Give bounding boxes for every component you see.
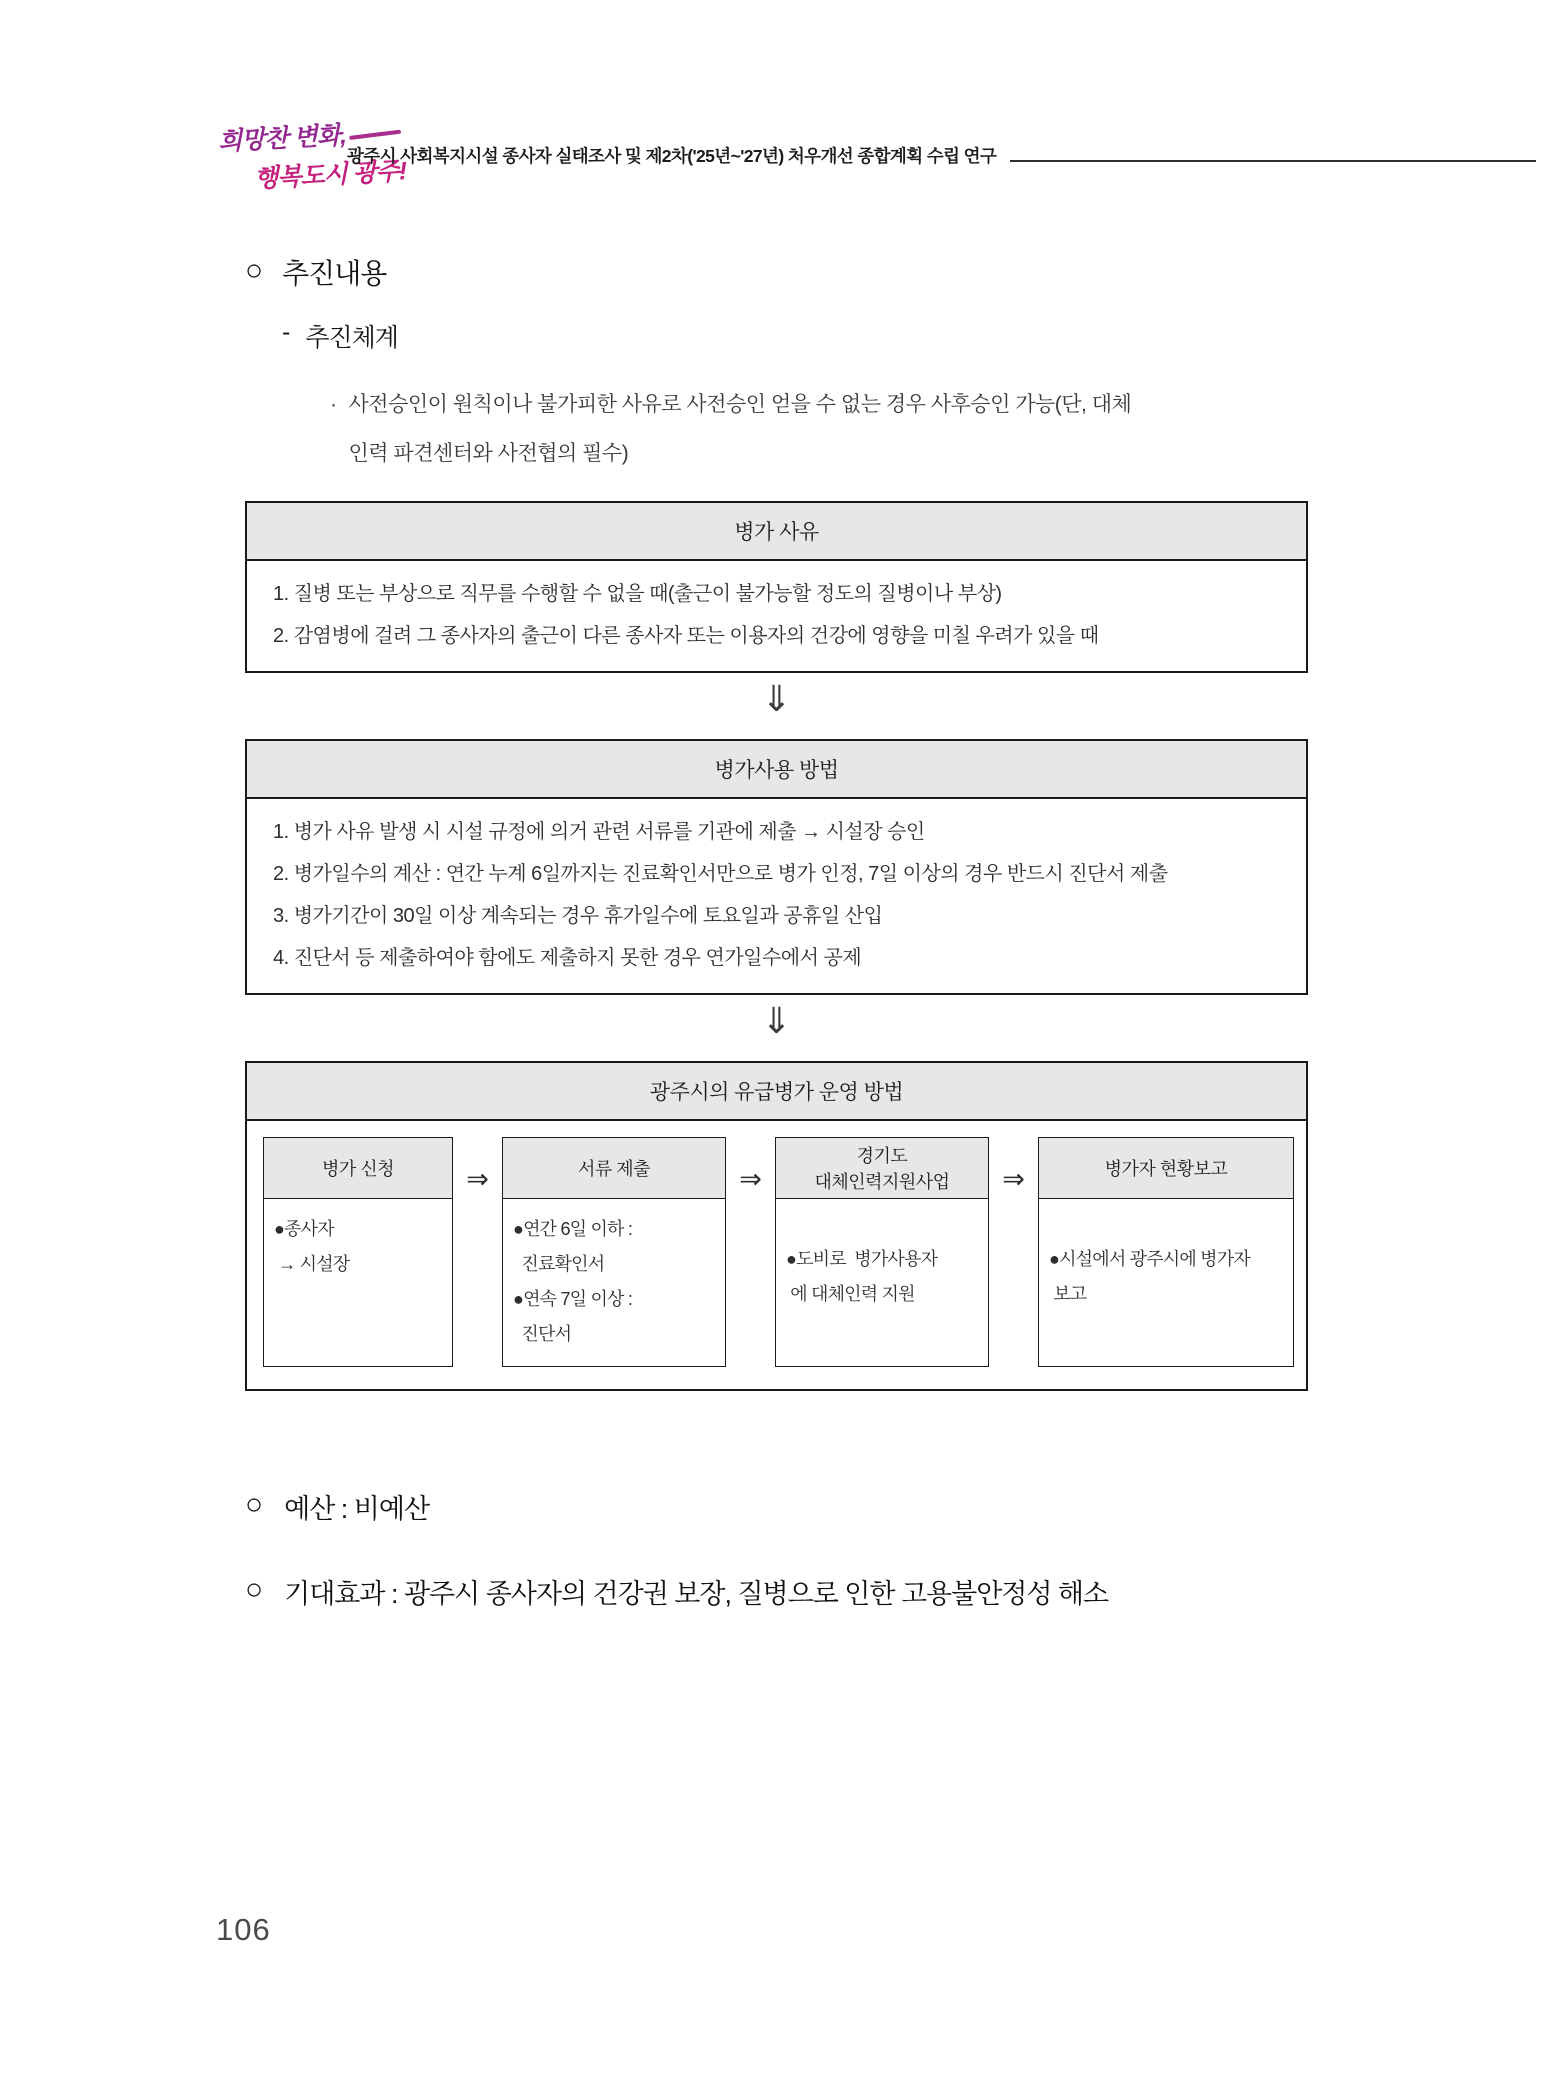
box-item: 1. 질병 또는 부상으로 직무를 수행할 수 없을 때(출근이 불가능할 정도의 질병이나 부상): [273, 582, 1002, 605]
section-heading: [245, 252, 1308, 292]
circle-bullet-icon: ○: [245, 1488, 263, 1522]
flow-step-line: 보고: [1049, 1284, 1087, 1305]
flow-step-line: → 시설장: [274, 1253, 350, 1274]
down-arrow-icon: ⇓: [761, 677, 792, 719]
flow-step-documents: [502, 1137, 726, 1367]
flow-step-line: 진료확인서: [513, 1253, 605, 1274]
down-arrow-icon: ⇓: [761, 999, 792, 1041]
right-arrow-icon: ⇒: [739, 1163, 762, 1194]
content-column: [245, 252, 1308, 1611]
expected-effect-item: [245, 1572, 1308, 1611]
budget-item-text: 예산 : 비예산: [284, 1493, 430, 1524]
paid-sick-leave-flow-box: [245, 1061, 1308, 1391]
flow-step-line: ●시설에서 광주시에 병가자: [1049, 1249, 1250, 1270]
page-number: 106: [216, 1912, 271, 1947]
flow-step-body: [264, 1199, 452, 1366]
bullet-line: 사전승인이 원칙이나 불가피한 사유로 사전승인 얻을 수 없는 경우 사후승인 가능(단, 대체: [348, 393, 1132, 416]
flow-step-body: [503, 1199, 725, 1366]
bullet-line: 인력 파견센터와 사전협의 필수): [348, 442, 629, 466]
right-arrow-icon: ⇒: [1002, 1163, 1025, 1194]
box-item: 3. 병가기간이 30일 이상 계속되는 경우 휴가일수에 토요일과 공휴일 산입: [273, 904, 883, 927]
box-item: 2. 병가일수의 계산 : 연간 누계 6일까지는 진료확인서만으로 병가 인정, 7일 이상의 경우 반드시 진단서 제출: [273, 862, 1168, 885]
box-title: 광주시의 유급병가 운영 방법: [247, 1063, 1306, 1121]
logo-stroke: [349, 130, 401, 140]
flow-step-title-line: 서류 제출: [577, 1158, 651, 1179]
header-title-row: [347, 143, 1536, 168]
flow-step-title-line: 경기도: [856, 1145, 908, 1166]
flow-step-body: [1039, 1199, 1293, 1366]
flow-step-title-line: 병가자 현황보고: [1104, 1158, 1228, 1179]
budget-item: [245, 1487, 1308, 1526]
flow-step-title: [264, 1138, 452, 1199]
circle-bullet-icon: ○: [245, 1573, 263, 1607]
sick-leave-usage-box: [245, 739, 1308, 995]
flow-diagram: [247, 1121, 1306, 1389]
circle-bullet-icon: ○: [245, 254, 263, 287]
logo-line2: 행복도시 광주!: [253, 157, 407, 194]
box-item: 4. 진단서 등 제출하여야 함에도 제출하지 못한 경우 연가일수에서 공제: [273, 946, 862, 969]
flow-step-apply: [263, 1137, 453, 1367]
flow-step-title-line: 대체인력지원사업: [814, 1171, 950, 1192]
expected-effect-text: 기대효과 : 광주시 종사자의 건강권 보장, 질병으로 인한 고용불안정성 해소: [284, 1578, 1109, 1609]
flow-step-body: [776, 1199, 988, 1366]
flow-step-line: ●종사자: [274, 1218, 334, 1239]
flow-step-title-line: 병가 신청: [321, 1158, 395, 1179]
bullet-paragraph: [330, 380, 1308, 479]
right-arrow-icon: ⇒: [466, 1163, 489, 1194]
flow-step-title: [503, 1138, 725, 1199]
flow-step-line: ●도비로 병가사용자: [786, 1249, 938, 1270]
flow-step-title: [776, 1138, 988, 1199]
box-title: 병가사용 방법: [247, 741, 1306, 799]
flow-step-line: ●연속 7일 이상 :: [513, 1288, 633, 1309]
box-title: 병가 사유: [247, 503, 1306, 561]
flow-step-line: 에 대체인력 지원: [786, 1284, 915, 1305]
section-heading-label: 추진내용: [282, 258, 387, 289]
logo-line1-text: 희망찬 변화,: [217, 121, 347, 156]
header-rule: [1010, 160, 1536, 162]
flow-step-line: ●연간 6일 이하 :: [513, 1218, 633, 1239]
flow-step-gyeonggi-support: [775, 1137, 989, 1367]
box-item: 1. 병가 사유 발생 시 시설 규정에 의거 관련 서류를 기관에 제출 → 시설장 승인: [273, 820, 925, 843]
box-body: [247, 799, 1306, 993]
sub-heading: [282, 318, 1308, 354]
sick-leave-reason-box: [245, 501, 1308, 673]
bullet-paragraph-lines: [349, 380, 1132, 479]
box-item: 2. 감염병에 걸려 그 종사자의 출근이 다른 종사자 또는 이용자의 건강에 영향을 미칠 우려가 있을 때: [273, 624, 1099, 647]
report-title: 광주시 사회복지시설 종사자 실태조사 및 제2차('25년~'27년) 처우개선 종합계획 수립 연구: [347, 146, 997, 166]
box-body: [247, 561, 1306, 671]
dash-bullet-icon: -: [282, 318, 290, 346]
sub-heading-label: 추진체계: [305, 324, 398, 352]
dot-bullet-icon: ·: [330, 393, 337, 416]
flow-step-title: [1039, 1138, 1293, 1199]
flow-step-status-report: [1038, 1137, 1294, 1367]
flow-step-line: 진단서: [513, 1323, 572, 1344]
